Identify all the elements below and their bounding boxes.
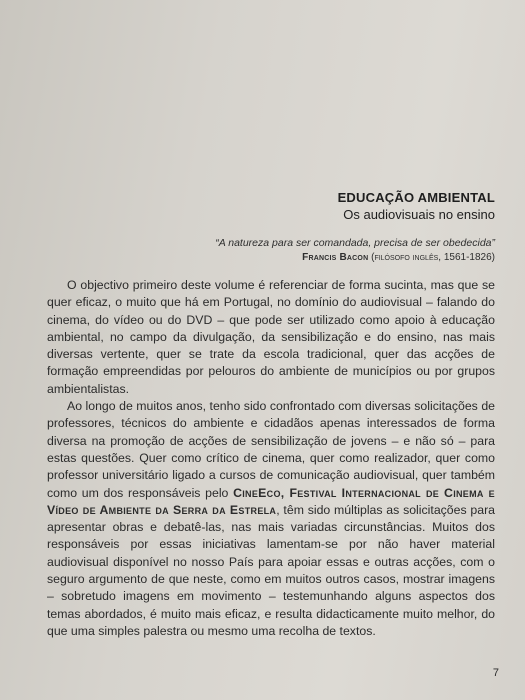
epigraph-quote: “A natureza para ser comandada, precisa de ser obedecida” bbox=[215, 237, 495, 249]
chapter-subtitle: Os audiovisuais no ensino bbox=[343, 207, 495, 222]
paragraph-2-text-end: , têm sido múltiplas as solicitações para apresentar obras e debatê-las, nas mais variadas circunstâncias. Muitos dos responsáveis por essas iniciativas lamentam-se por não haver material audiovisual disponível no nosso País para apoiar essas e outras acções, com o seguro argumento de que neste, como em muitos outros casos, mostrar imagens – sobretudo imagens em movimento – testemunhando alguns aspectos dos temas abordados, é muito mais eficaz, e resulta didacticamente muito melhor, do que uma simples palestra ou mesmo uma recolha de textos. bbox=[47, 502, 496, 638]
chapter-heading bbox=[338, 189, 495, 224]
body-text bbox=[47, 277, 495, 640]
festival-name: CineEco, Festival Internacional de Cinema e Vídeo de Ambiente da Serra da Estrela bbox=[47, 485, 495, 517]
epigraph bbox=[215, 236, 495, 265]
paragraph-1: O objectivo primeiro deste volume é referenciar de forma sucinta, mas que se quer eficaz, o muito que há em Portugal, no domínio do audiovisual – falando do cinema, do vídeo ou do DVD – que pode ser utilizado como apoio à educação ambiental, no campo da divulgação, da sensibilização e do ensino, nas mais diversas vertente, quer se trate da escola tradicional, quer das acções de formação empreendidas por pelouros do ambiente de municípios ou por grupos ambientalistas. bbox=[47, 278, 495, 396]
paragraph-2 bbox=[47, 398, 495, 640]
page-number: 7 bbox=[492, 667, 499, 679]
epigraph-author-info: (filósofo inglês, 1561-1826) bbox=[371, 252, 495, 263]
chapter-title: EDUCAÇÃO AMBIENTAL bbox=[337, 190, 495, 205]
epigraph-author: Francis Bacon bbox=[302, 252, 369, 263]
paragraph-2-text-start: Ao longo de muitos anos, tenho sido confrontado com diversas solicitações de professores, técnicos do ambiente e cidadãos apenas interessados de forma diversa na promoção de acções de sensibilização de jovens – e não só – para estas questões. Quer como crítico de cinema, quer como realizador, quer como professor universitário ligado a cursos de comunicação audiovisual, quer também como um dos responsáveis pelo bbox=[47, 399, 495, 500]
epigraph-attribution bbox=[215, 251, 495, 265]
